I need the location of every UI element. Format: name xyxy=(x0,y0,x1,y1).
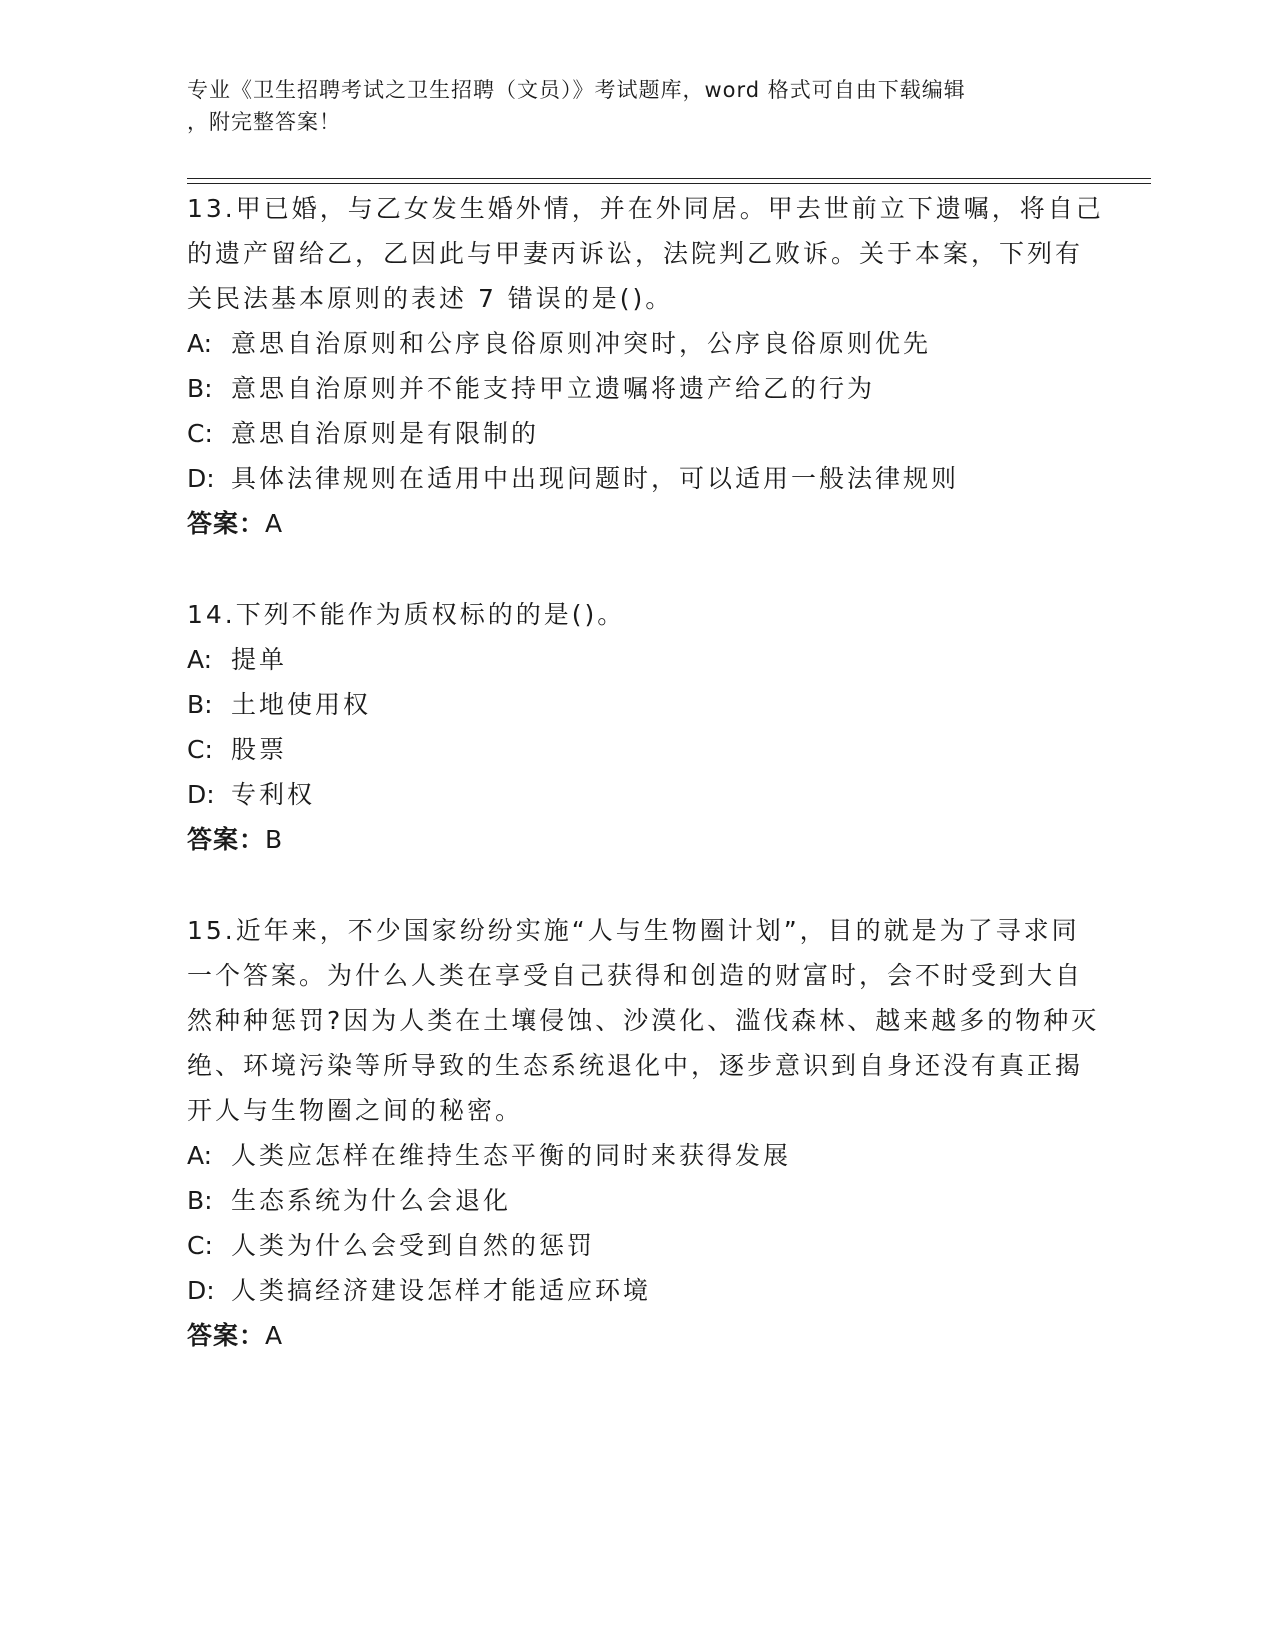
option-text: 专利权 xyxy=(231,780,316,809)
option-text: 土地使用权 xyxy=(231,690,372,719)
option-b xyxy=(187,366,1107,411)
answer-value: B xyxy=(265,825,284,854)
option-letter: D: xyxy=(187,780,215,809)
option-b xyxy=(187,1178,1107,1223)
question-stem: 14.下列不能作为质权标的的是()。 xyxy=(187,600,626,629)
question-13 xyxy=(187,186,1107,546)
question-stem: 15.近年来，不少国家纷纷实施“人与生物圈计划”，目的就是为了寻求同一个答案。为什么人类在享受自己获得和创造的财富时，会不时受到大自然种种惩罚?因为人类在土壤侵蚀、沙漠化、滥伐森林、越来越多的物种灭绝、环境污染等所导致的生态系统退化中，逐步意识到自身还没有真正揭开人与生物圈之间的秘密。 xyxy=(187,916,1100,1125)
header-rule-bottom xyxy=(187,183,1151,184)
option-text: 具体法律规则在适用中出现问题时，可以适用一般法律规则 xyxy=(231,464,960,493)
answer-line xyxy=(187,501,1107,546)
option-letter: B: xyxy=(187,374,213,403)
option-c xyxy=(187,727,1107,772)
option-text: 人类应怎样在维持生态平衡的同时来获得发展 xyxy=(231,1141,792,1170)
option-a xyxy=(187,321,1107,366)
answer-label: 答案： xyxy=(187,1321,266,1350)
option-letter: B: xyxy=(187,1186,213,1215)
option-text: 意思自治原则并不能支持甲立遗嘱将遗产给乙的行为 xyxy=(231,374,876,403)
option-letter: C: xyxy=(187,1231,213,1260)
option-text: 人类搞经济建设怎样才能适应环境 xyxy=(231,1276,652,1305)
option-letter: A: xyxy=(187,329,213,358)
option-c xyxy=(187,1223,1107,1268)
option-text: 股票 xyxy=(231,735,288,764)
header-line-2: ，附完整答案！ xyxy=(187,110,341,134)
option-d xyxy=(187,772,1107,817)
header-line-1: 专业《卫生招聘考试之卫生招聘（文员）》考试题库，word 格式可自由下载编辑 xyxy=(187,78,966,102)
option-d xyxy=(187,456,1107,501)
document-header xyxy=(187,74,1067,138)
question-list xyxy=(187,186,1107,1404)
option-letter: D: xyxy=(187,1276,215,1305)
option-letter: A: xyxy=(187,645,213,674)
option-a xyxy=(187,637,1107,682)
answer-label: 答案： xyxy=(187,825,266,854)
answer-label: 答案： xyxy=(187,509,266,538)
option-letter: C: xyxy=(187,419,213,448)
answer-line xyxy=(187,817,1107,862)
option-b xyxy=(187,682,1107,727)
answer-value: A xyxy=(265,509,284,538)
option-a xyxy=(187,1133,1107,1178)
option-text: 人类为什么会受到自然的惩罚 xyxy=(231,1231,596,1260)
option-text: 意思自治原则是有限制的 xyxy=(231,419,540,448)
option-text: 生态系统为什么会退化 xyxy=(231,1186,512,1215)
question-14 xyxy=(187,592,1107,862)
header-rule-top xyxy=(187,178,1151,179)
option-letter: A: xyxy=(187,1141,213,1170)
option-text: 意思自治原则和公序良俗原则冲突时，公序良俗原则优先 xyxy=(231,329,932,358)
option-text: 提单 xyxy=(231,645,288,674)
option-letter: D: xyxy=(187,464,215,493)
question-stem: 13.甲已婚，与乙女发生婚外情，并在外同居。甲去世前立下遗嘱，将自己的遗产留给乙，乙因此与甲妻丙诉讼，法院判乙败诉。关于本案，下列有关民法基本原则的表述 7 错误的是()。 xyxy=(187,194,1104,313)
question-15 xyxy=(187,908,1107,1358)
answer-value: A xyxy=(265,1321,284,1350)
option-c xyxy=(187,411,1107,456)
option-letter: B: xyxy=(187,690,213,719)
option-d xyxy=(187,1268,1107,1313)
option-letter: C: xyxy=(187,735,213,764)
answer-line xyxy=(187,1313,1107,1358)
